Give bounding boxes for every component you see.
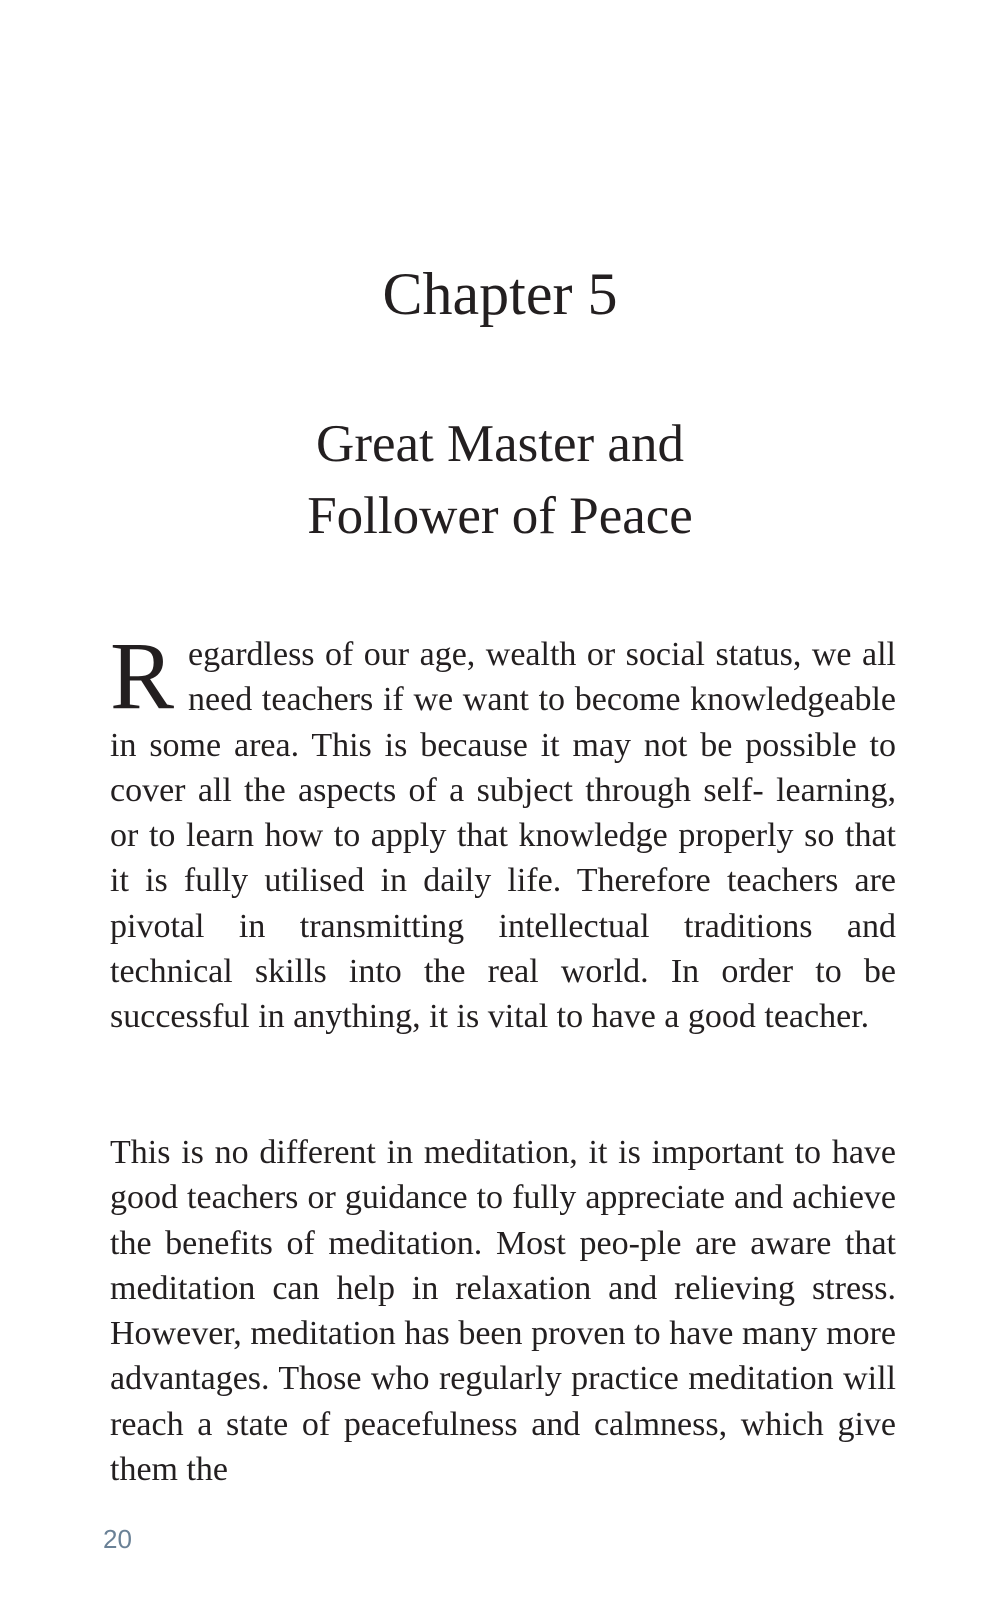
body-paragraph-1 [110,622,896,1040]
chapter-label: Chapter 5 [382,261,618,327]
chapter-title [0,408,1000,552]
paragraph-1-text: egardless of our age, wealth or social status, we all need teachers if we want to become knowledgeable in some area. This is because it may not be possible to cover all the aspects of a subject through self- learning, or to learn how to apply that knowledge properly so that it is fully utilised in daily life. Therefore teachers are pivotal in transmitting intellectual traditions and technical skills into the real world. In order to be successful in anything, it is vital to have a good teacher. [110,636,896,1036]
drop-cap: R [110,622,175,729]
chapter-title-line-2: Follower of Peace [307,487,693,545]
body-paragraph-2: This is no different in meditation, it is important to have good teachers or guidance to fully appreciate and achieve the benefits of meditation. Most peo-ple are aware that meditation can help in relaxation and relieving stress. However, meditation has been proven to have many more advantages. Those who regularly practice meditation will reach a state of peacefulness and calmness, which give them the [110,1134,896,1489]
page-number: 20 [103,1524,132,1554]
chapter-title-line-1: Great Master and [316,415,684,473]
